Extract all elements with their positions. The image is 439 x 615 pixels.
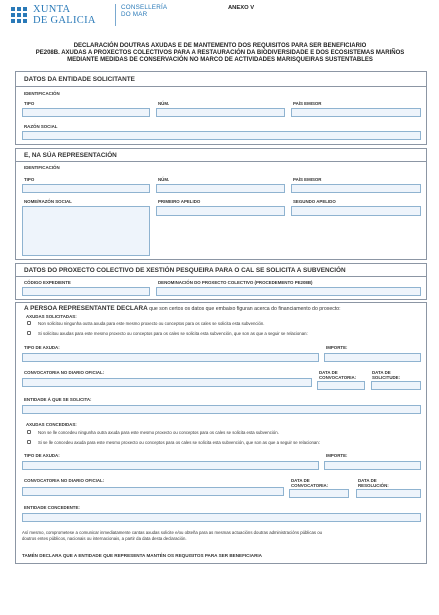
representative-id-number-field[interactable]: [156, 184, 285, 193]
call-date-label: DATA DE CONVOCATORIA:: [319, 370, 357, 380]
number-label: NÚM.: [158, 101, 170, 106]
project-section: [15, 263, 427, 300]
granted-checkbox[interactable]: [27, 440, 31, 444]
second-surname-label: SEGUNDO APELIDO: [293, 199, 336, 204]
call-date-label: DATA DE CONVOCATORIA:: [291, 478, 329, 488]
granted-aid-type-field[interactable]: [22, 461, 319, 470]
project-name-field[interactable]: [156, 287, 421, 296]
xunta-logo-icon: [9, 5, 29, 27]
request-date-label: DATA DE SOLICITUDE:: [372, 370, 401, 380]
applicant-section: [15, 71, 427, 145]
aid-type-label: TIPO DE AXUDA:: [24, 345, 60, 350]
section-divider: [16, 86, 426, 87]
section-title: DATOS DO PROXECTO COLECTIVO DE XESTIÓN PESQUEIRA PARA O CAL SE SOLICITA A SUBVENCIÓN: [24, 267, 346, 274]
company-name-label: RAZÓN SOCIAL: [24, 124, 58, 129]
granting-entity-label: ENTIDADE CONCEDENTE:: [24, 505, 80, 510]
declaration-heading: A PERSOA REPRESENTANTE DECLARA que son certos os datos que embaixo figuran acerca do financiamento do proxecto:: [24, 305, 341, 312]
requested-amount-field[interactable]: [324, 353, 421, 362]
representative-first-surname-field[interactable]: [156, 206, 285, 216]
document-title: DECLARACIÓN DOUTRAS AXUDAS E DE MANTEMENTO DOS REQUISITOS PARA SER BENEFICIARIO: [73, 43, 367, 49]
resolution-date-field[interactable]: [356, 489, 421, 498]
not-requested-text: Non solicitou ningunha outra axuda para este mesmo proxecto ou conceptos para os cales se solicita esta subvención.: [38, 320, 265, 326]
ministry-name: CONSELLERÍA DO MAR: [121, 4, 168, 18]
amount-label: IMPORTE:: [326, 453, 348, 458]
section-title: E, NA SÚA REPRESENTACIÓN: [24, 152, 117, 159]
issuing-country-label: PAÍS EMISOR: [293, 177, 322, 182]
type-label: TIPO: [24, 101, 35, 106]
file-code-field[interactable]: [22, 287, 150, 296]
brand-divider: [115, 4, 116, 26]
granting-entity-field[interactable]: [22, 513, 421, 522]
representative-name-field[interactable]: [22, 206, 150, 256]
brand-name: XUNTA DE GALICIA: [33, 4, 96, 26]
requested-entity-field[interactable]: [22, 405, 421, 414]
granted-aids-heading: AXUDAS CONCEDIDAS:: [26, 422, 77, 427]
final-statement: TAMÉN DECLARA QUE A ENTIDADE QUE REPRESENTA MANTÉN OS REQUISITOS PARA SER BENEFICIARIA: [22, 553, 262, 558]
granted-call-date-field[interactable]: [289, 489, 349, 498]
requested-entity-label: ENTIDADE Á QUE SE SOLICITA:: [24, 397, 92, 402]
commitment-line-2: doutros entes públicos, nacionais ou internacionais, a partir da data desta declaración.: [22, 536, 187, 541]
identification-label: IDENTIFICACIÓN: [24, 165, 60, 170]
requested-call-gazette-field[interactable]: [22, 378, 312, 387]
applicant-id-type-field[interactable]: [22, 108, 150, 117]
identification-label: IDENTIFICACIÓN: [24, 91, 60, 96]
granted-amount-field[interactable]: [324, 461, 421, 470]
requested-call-date-field[interactable]: [317, 381, 365, 390]
not-requested-checkbox[interactable]: [27, 321, 31, 325]
granted-text: Si se lle concedeu axuda para este mesmo proxecto ou conceptos para os cales se solicita esta subvención, que son as que a seguir se relacionan:: [38, 439, 320, 445]
requested-aids-heading: AXUDAS SOLICITADAS:: [26, 314, 77, 319]
type-label: TIPO: [24, 177, 35, 182]
representative-issuing-country-field[interactable]: [291, 184, 421, 193]
file-code-label: CÓDIGO EXPEDIENTE: [24, 280, 71, 285]
call-gazette-label: CONVOCATORIA NO DIARIO OFICIAL:: [24, 370, 105, 375]
applicant-company-name-field[interactable]: [22, 131, 421, 140]
granted-call-gazette-field[interactable]: [22, 487, 284, 496]
aid-type-label: TIPO DE AXUDA:: [24, 453, 60, 458]
procedure-title: PE208B. AXUDAS A PROXECTOS COLECTIVOS PARA A RESTAURACIÓN DA BIODIVERSIDADE E DOS ECOSISTEMAS MARIÑOS: [35, 50, 405, 56]
applicant-id-number-field[interactable]: [156, 108, 285, 117]
issuing-country-label: PAÍS EMISOR: [293, 101, 322, 106]
representative-section: [15, 148, 427, 260]
section-divider: [16, 276, 426, 277]
declaration-section: [15, 302, 427, 564]
request-date-field[interactable]: [371, 381, 421, 390]
project-name-label: DENOMINACIÓN DO PROXECTO COLECTIVO (PROCEDEMENTO PE208B): [158, 280, 313, 285]
number-label: NÚM.: [158, 177, 170, 182]
not-granted-checkbox[interactable]: [27, 430, 31, 434]
requested-text: Si solicitou axudas para este mesmo proxecto ou conceptos para os cales se solicita esta subvención, que son as que a seguir se relacionan:: [38, 330, 308, 336]
section-title: DATOS DA ENTIDADE SOLICITANTE: [24, 76, 135, 83]
amount-label: IMPORTE:: [326, 345, 348, 350]
annex-label: ANEXO V: [228, 5, 255, 11]
section-divider: [16, 161, 426, 162]
representative-second-surname-field[interactable]: [291, 206, 421, 216]
procedure-subtitle: MEDIANTE MEDIDAS DE CONSERVACIÓN NO MARCO DE ACTIVIDADES MARISQUEIRAS SUSTENTABLES: [67, 57, 373, 63]
name-label: NOME/RAZÓN SOCIAL: [24, 199, 72, 204]
representative-id-type-field[interactable]: [22, 184, 150, 193]
applicant-issuing-country-field[interactable]: [291, 108, 421, 117]
requested-checkbox[interactable]: [27, 331, 31, 335]
commitment-line-1: Así mesmo, comprometese a comunicar inmediatamente cantas axudas solicite e/ou obteña para as mesmas actuacións doutras administracións públicas ou: [22, 530, 322, 535]
resolution-date-label: DATA DE RESOLUCIÓN:: [358, 478, 389, 488]
requested-aid-type-field[interactable]: [22, 353, 319, 362]
first-surname-label: PRIMEIRO APELIDO: [158, 199, 201, 204]
call-gazette-label: CONVOCATORIA NO DIARIO OFICIAL:: [24, 478, 105, 483]
not-granted-text: Non se lle concedeu ningunha outra axuda para este mesmo proxecto ou conceptos para os cales se solicita esta subvención.: [38, 429, 279, 435]
